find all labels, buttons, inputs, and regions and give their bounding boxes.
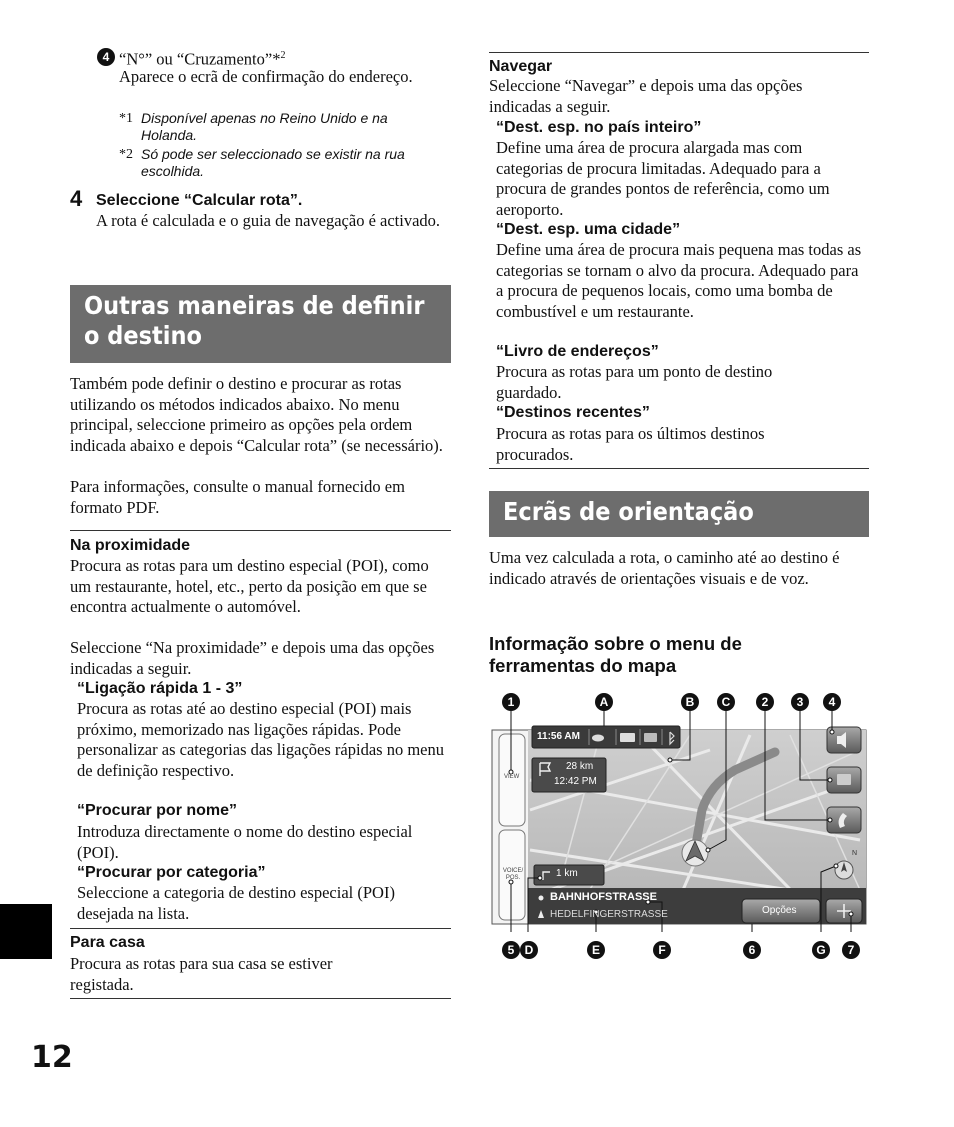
navegar-text: Seleccione “Navegar” e depois uma das opções indicadas a seguir. xyxy=(489,76,803,116)
step-marker-circled-4: 4 xyxy=(97,48,115,66)
voice-pos-button-label[interactable]: VOICE/ POS. xyxy=(502,868,524,881)
options-button[interactable]: Opções xyxy=(762,905,797,916)
procurar-nome-text: Introduza directamente o nome do destino especial (POI). xyxy=(77,822,413,862)
callout-D: D xyxy=(520,941,538,959)
procurar-categoria-label: “Procurar por categoria” xyxy=(77,864,266,881)
callout-4: 4 xyxy=(823,693,841,711)
arrival-time: 12:42 PM xyxy=(554,776,597,787)
callout-F: F xyxy=(653,941,671,959)
callout-5: 5 xyxy=(502,941,520,959)
divider xyxy=(70,998,451,999)
ligacao-rapida-text: Procura as rotas até ao destino especial (POI) mais próximo, memorizado nas ligações rápidas. Pode personalizar as categorias das ligações rápidas no menu de definição respectivo. xyxy=(77,699,444,780)
na-proximidade-text: Procura as rotas para um destino especial (POI), como um restaurante, hotel, etc., perto da posição em que se encontra actualmente o automóvel. xyxy=(70,556,429,616)
intro-text: Também pode definir o destino e procurar as rotas utilizando os métodos indicados abaixo. No menu principal, seleccione primeiro as opções pela ordem indicada abaixo e depois “Calcular rota” (se necessário). xyxy=(70,374,443,455)
dest-pais-text: Define uma área de procura alargada mas com categorias de procura limitadas. Adequado para a procura de grandes pontos de referência, como um aeroporto. xyxy=(496,138,830,219)
divider xyxy=(70,530,451,531)
compass-north-label: N xyxy=(852,850,858,857)
na-proximidade-heading: Na proximidade xyxy=(70,537,191,554)
procurar-categoria-text: Seleccione a categoria de destino especial (POI) desejada na lista. xyxy=(77,883,395,923)
ecras-intro: Uma vez calculada a rota, o caminho até ao destino é indicado através de orientações visuais e de voz. xyxy=(489,548,840,588)
procurar-nome-label: “Procurar por nome” xyxy=(77,802,238,819)
section-banner-outras-maneiras: Outras maneiras de definir o destino xyxy=(70,285,451,363)
livro-enderecos-text: Procura as rotas para um ponto de destino guardado. xyxy=(496,362,773,402)
callout-7: 7 xyxy=(842,941,860,959)
callout-A: A xyxy=(595,693,613,711)
callout-1: 1 xyxy=(502,693,520,711)
destinos-recentes-text: Procura as rotas para os últimos destinos procurados. xyxy=(496,424,765,464)
step-4-title: Seleccione “Calcular rota”. xyxy=(96,192,303,209)
chapter-tab xyxy=(0,904,52,959)
footnotes xyxy=(119,110,449,180)
na-proximidade-instruction: Seleccione “Na proximidade” e depois uma das opções indicadas a seguir. xyxy=(70,638,435,678)
step-4-number: 4 xyxy=(70,186,83,211)
para-casa-text: Procura as rotas para sua casa se estiver registada. xyxy=(70,954,333,994)
dest-cidade-text: Define uma área de procura mais pequena mas todas as categorias se tornam o alvo da procura. Adequado para a procura de pequenos locais, como uma bomba de combustível e um restaurante. xyxy=(496,240,862,321)
next-street: HEDELFINGERSTRASSE xyxy=(550,909,668,920)
view-button-label[interactable]: VIEW xyxy=(504,774,520,780)
para-casa-heading: Para casa xyxy=(70,934,145,951)
callout-G: G xyxy=(812,941,830,959)
navegar-heading: Navegar xyxy=(489,58,553,75)
clock-readout: 11:56 AM xyxy=(537,731,580,742)
callout-2: 2 xyxy=(756,693,774,711)
dest-cidade-label: “Dest. esp. uma cidade” xyxy=(496,221,681,238)
step-4-text: A rota é calculada e o guia de navegação é activado. xyxy=(96,211,441,230)
callout-E: E xyxy=(587,941,605,959)
divider xyxy=(489,52,869,53)
destinos-recentes-label: “Destinos recentes” xyxy=(496,404,650,421)
page-number: 12 xyxy=(31,1040,73,1075)
current-street: BAHNHOFSTRASSE xyxy=(550,891,657,903)
livro-enderecos-label: “Livro de endereços” xyxy=(496,343,659,360)
footnote-1: *1 Disponível apenas no Reino Unido e na Holanda. xyxy=(119,110,388,143)
section-banner-ecras-orientacao: Ecrãs de orientação xyxy=(489,491,869,537)
next-turn-distance: 1 km xyxy=(556,868,578,879)
callout-6: 6 xyxy=(743,941,761,959)
footnote-2: *2 Só pode ser seleccionado se existir na rua escolhida. xyxy=(119,146,405,179)
cruzamento-option: “N°” ou “Cruzamento”*$^2$ xyxy=(119,49,286,69)
callout-C: C xyxy=(717,693,735,711)
cruzamento-description: Aparece o ecrã de confirmação do endereço. xyxy=(119,67,413,86)
remaining-distance: 28 km xyxy=(566,761,594,772)
callout-B: B xyxy=(681,693,699,711)
navigation-screen-figure xyxy=(490,690,870,960)
callout-3: 3 xyxy=(791,693,809,711)
intro-pdf-text: Para informações, consulte o manual fornecido em formato PDF. xyxy=(70,477,405,517)
divider xyxy=(489,468,869,469)
dest-pais-label: “Dest. esp. no país inteiro” xyxy=(496,119,702,136)
ligacao-rapida-label: “Ligação rápida 1 - 3” xyxy=(77,680,243,697)
map-tools-subheading: Informação sobre o menu de ferramentas do mapa xyxy=(489,633,742,676)
divider xyxy=(70,928,451,929)
